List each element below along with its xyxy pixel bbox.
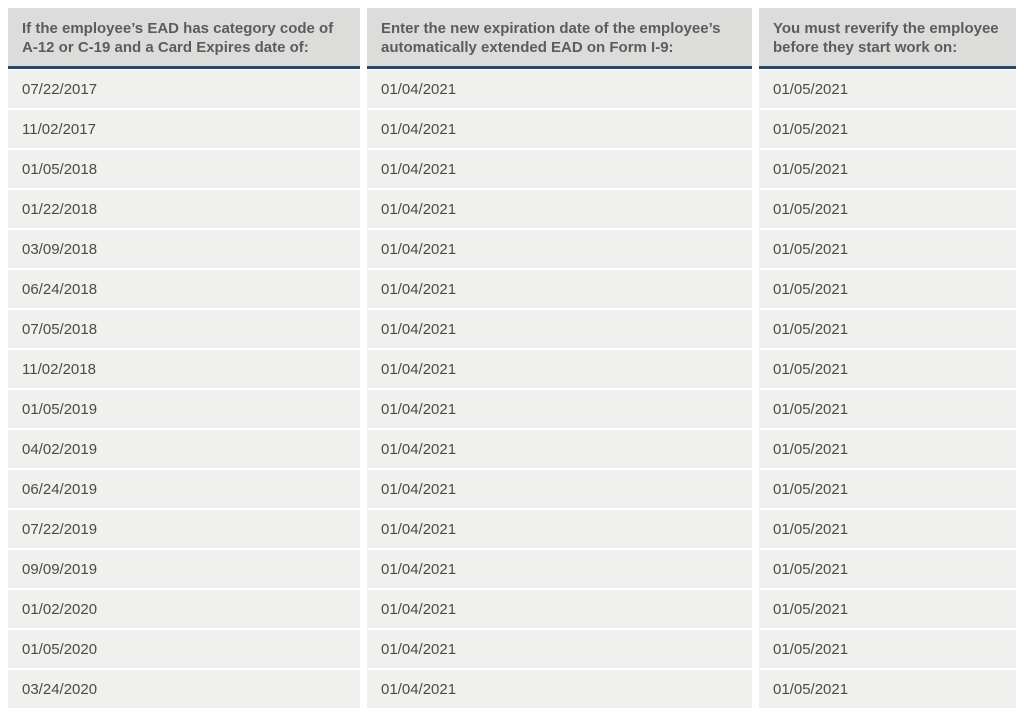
reverify-date-cell: 01/05/2021	[759, 430, 1016, 468]
column-header-new-expiration-date: Enter the new expiration date of the employee’s automatically extended EAD on Form I-9:	[367, 8, 752, 69]
reverify-date-cell: 01/05/2021	[759, 390, 1016, 428]
table-row	[8, 430, 1016, 468]
card-expires-date-cell: 09/09/2019	[8, 550, 360, 588]
column-header-card-expires-date: If the employee’s EAD has category code of A-12 or C-19 and a Card Expires date of:	[8, 8, 360, 69]
card-expires-date-cell: 04/02/2019	[8, 430, 360, 468]
table-row	[8, 70, 1016, 108]
reverify-date-cell: 01/05/2021	[759, 590, 1016, 628]
new-expiration-date-cell: 01/04/2021	[367, 430, 752, 468]
new-expiration-date-cell: 01/04/2021	[367, 390, 752, 428]
reverify-date-cell: 01/05/2021	[759, 150, 1016, 188]
card-expires-date-cell: 06/24/2019	[8, 470, 360, 508]
reverify-date-cell: 01/05/2021	[759, 230, 1016, 268]
table-row	[8, 350, 1016, 388]
column-header-reverify-date: You must reverify the employee before they start work on:	[759, 8, 1016, 69]
reverify-date-cell: 01/05/2021	[759, 470, 1016, 508]
new-expiration-date-cell: 01/04/2021	[367, 190, 752, 228]
new-expiration-date-cell: 01/04/2021	[367, 630, 752, 668]
table-row	[8, 630, 1016, 668]
table-row	[8, 190, 1016, 228]
card-expires-date-cell: 11/02/2018	[8, 350, 360, 388]
card-expires-date-cell: 06/24/2018	[8, 270, 360, 308]
ead-extension-table	[8, 8, 1016, 708]
new-expiration-date-cell: 01/04/2021	[367, 470, 752, 508]
table-row	[8, 550, 1016, 588]
reverify-date-cell: 01/05/2021	[759, 350, 1016, 388]
table-body	[8, 70, 1016, 708]
card-expires-date-cell: 01/22/2018	[8, 190, 360, 228]
table-row	[8, 510, 1016, 548]
new-expiration-date-cell: 01/04/2021	[367, 590, 752, 628]
reverify-date-cell: 01/05/2021	[759, 310, 1016, 348]
new-expiration-date-cell: 01/04/2021	[367, 550, 752, 588]
card-expires-date-cell: 03/09/2018	[8, 230, 360, 268]
reverify-date-cell: 01/05/2021	[759, 550, 1016, 588]
new-expiration-date-cell: 01/04/2021	[367, 350, 752, 388]
reverify-date-cell: 01/05/2021	[759, 190, 1016, 228]
table-header-row	[8, 8, 1016, 69]
new-expiration-date-cell: 01/04/2021	[367, 510, 752, 548]
card-expires-date-cell: 01/05/2019	[8, 390, 360, 428]
card-expires-date-cell: 07/22/2019	[8, 510, 360, 548]
table-row	[8, 310, 1016, 348]
table-row	[8, 230, 1016, 268]
card-expires-date-cell: 01/05/2020	[8, 630, 360, 668]
reverify-date-cell: 01/05/2021	[759, 670, 1016, 708]
new-expiration-date-cell: 01/04/2021	[367, 230, 752, 268]
card-expires-date-cell: 03/24/2020	[8, 670, 360, 708]
new-expiration-date-cell: 01/04/2021	[367, 270, 752, 308]
table-row	[8, 670, 1016, 708]
card-expires-date-cell: 01/02/2020	[8, 590, 360, 628]
table-row	[8, 150, 1016, 188]
reverify-date-cell: 01/05/2021	[759, 70, 1016, 108]
card-expires-date-cell: 11/02/2017	[8, 110, 360, 148]
table-row	[8, 110, 1016, 148]
table-row	[8, 470, 1016, 508]
reverify-date-cell: 01/05/2021	[759, 510, 1016, 548]
new-expiration-date-cell: 01/04/2021	[367, 670, 752, 708]
reverify-date-cell: 01/05/2021	[759, 110, 1016, 148]
card-expires-date-cell: 07/22/2017	[8, 70, 360, 108]
new-expiration-date-cell: 01/04/2021	[367, 70, 752, 108]
table-row	[8, 590, 1016, 628]
new-expiration-date-cell: 01/04/2021	[367, 150, 752, 188]
new-expiration-date-cell: 01/04/2021	[367, 310, 752, 348]
table-row	[8, 390, 1016, 428]
card-expires-date-cell: 07/05/2018	[8, 310, 360, 348]
table-row	[8, 270, 1016, 308]
card-expires-date-cell: 01/05/2018	[8, 150, 360, 188]
reverify-date-cell: 01/05/2021	[759, 630, 1016, 668]
reverify-date-cell: 01/05/2021	[759, 270, 1016, 308]
new-expiration-date-cell: 01/04/2021	[367, 110, 752, 148]
